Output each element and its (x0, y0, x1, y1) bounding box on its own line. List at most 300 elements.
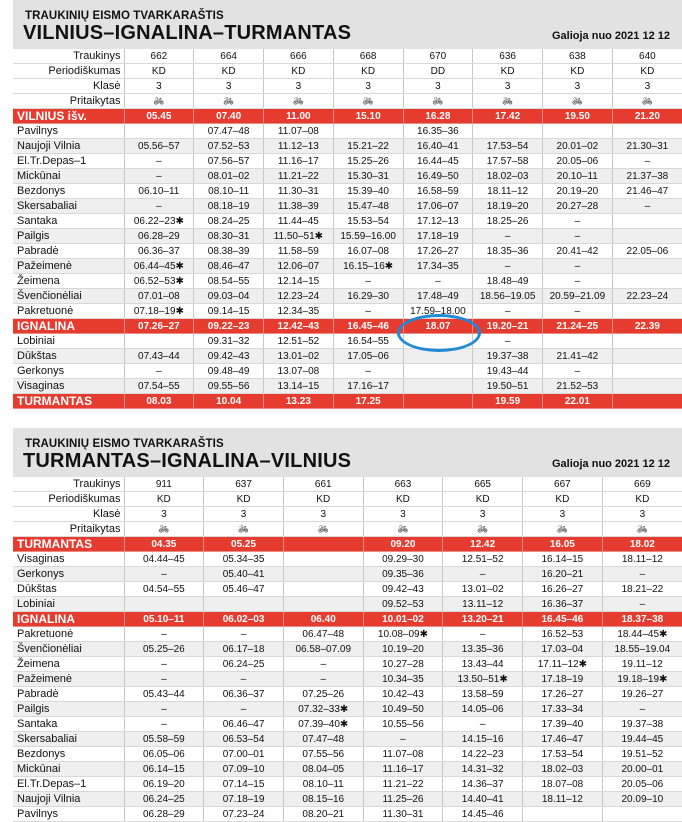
class: 3 (363, 507, 443, 522)
station-name: Naujoji Vilnia (13, 139, 124, 154)
station-name: El.Tr.Depas–1 (13, 777, 124, 792)
train-number: 662 (124, 49, 194, 64)
time-cell (283, 567, 363, 582)
station-name: Žeimena (13, 274, 124, 289)
time-cell: 06.28–29 (124, 807, 204, 822)
time-cell: 16.26–27 (523, 582, 603, 597)
time-cell: 05.46–47 (204, 582, 284, 597)
time-cell (403, 394, 473, 409)
row-label: Pritaikytas (13, 522, 124, 537)
time-cell: 18.44–45✱ (602, 627, 682, 642)
time-cell: 15.39–40 (333, 184, 403, 199)
time-cell: 06.47–48 (283, 627, 363, 642)
time-cell: 08.54–55 (194, 274, 264, 289)
time-cell (283, 552, 363, 567)
time-cell: 17.26–27 (403, 244, 473, 259)
time-cell: 17.34–35 (403, 259, 473, 274)
adapted-cell (543, 94, 613, 109)
time-cell (333, 124, 403, 139)
time-cell: 09.29–30 (363, 552, 443, 567)
station-name: TURMANTAS (13, 394, 124, 409)
time-cell: 07.56–57 (194, 154, 264, 169)
time-cell: 16.35–36 (403, 124, 473, 139)
time-cell: 06.05–06 (124, 747, 204, 762)
time-cell: – (124, 199, 194, 214)
highlight-circle (397, 314, 481, 352)
time-cell (543, 124, 613, 139)
station-name: Visaginas (13, 379, 124, 394)
train-number: 668 (333, 49, 403, 64)
station-name: Pakretuonė (13, 304, 124, 319)
train-number: 661 (283, 477, 363, 492)
train-number: 636 (473, 49, 543, 64)
class: 3 (124, 507, 204, 522)
time-cell: 18.56–19.05 (473, 289, 543, 304)
time-cell: – (602, 597, 682, 612)
time-cell: 18.21–22 (602, 582, 682, 597)
time-cell: 10.34–35 (363, 672, 443, 687)
class: 3 (333, 79, 403, 94)
time-cell (403, 364, 473, 379)
time-cell: 14.22–23 (443, 747, 523, 762)
time-cell: 21.24–25 (543, 319, 613, 334)
station-row (13, 169, 682, 184)
schedule-header (13, 0, 682, 49)
time-cell: 18.11–12 (602, 552, 682, 567)
bicycle-icon: 🚲︎ (641, 95, 653, 106)
time-cell: 15.25–26 (333, 154, 403, 169)
time-cell: 06.40 (283, 612, 363, 627)
header-row-adapted (13, 522, 682, 537)
time-cell: 17.33–34 (523, 702, 603, 717)
time-cell: 07.00–01 (204, 747, 284, 762)
time-cell: 17.11–12✱ (523, 657, 603, 672)
time-cell: 17.57–58 (473, 154, 543, 169)
bicycle-icon: 🚲︎ (362, 95, 374, 106)
schedule-header (13, 428, 682, 477)
time-cell: – (543, 259, 613, 274)
time-cell: 13.07–08 (264, 364, 334, 379)
bicycle-icon: 🚲︎ (238, 523, 249, 534)
time-cell: 09.35–36 (363, 567, 443, 582)
time-cell: 18.19–20 (473, 199, 543, 214)
timetable (13, 477, 682, 822)
time-cell: 19.59 (473, 394, 543, 409)
time-cell: 05.40–41 (204, 567, 284, 582)
time-cell: 11.07–08 (264, 124, 334, 139)
time-cell: 14.40–41 (443, 792, 523, 807)
adapted-cell (523, 522, 603, 537)
time-cell: – (543, 364, 613, 379)
time-cell: 22.01 (543, 394, 613, 409)
time-cell: – (333, 304, 403, 319)
time-cell: 07.23–24 (204, 807, 284, 822)
station-row (13, 274, 682, 289)
bicycle-icon: 🚲︎ (477, 523, 489, 534)
adapted-cell (403, 94, 473, 109)
station-row (13, 732, 682, 747)
time-cell: 05.25–26 (124, 642, 204, 657)
class: 3 (602, 507, 682, 522)
time-cell: 05.34–35 (204, 552, 284, 567)
time-cell: 16.29–30 (333, 289, 403, 304)
time-cell (612, 394, 682, 409)
time-cell: 16.45–46 (333, 319, 403, 334)
time-cell: 21.37–38 (612, 169, 682, 184)
time-cell: 19.50 (543, 109, 613, 124)
time-cell: 11.21–22 (363, 777, 443, 792)
time-cell: 10.01–02 (363, 612, 443, 627)
time-cell: 13.11–12 (443, 597, 523, 612)
time-cell: 08.24–25 (194, 214, 264, 229)
time-cell: 06.36–37 (124, 244, 194, 259)
station-name: TURMANTAS (13, 537, 124, 552)
station-row (13, 807, 682, 822)
time-cell: 07.32–33✱ (283, 702, 363, 717)
time-cell: 19.11–12 (602, 657, 682, 672)
time-cell (612, 364, 682, 379)
time-cell: 16.28 (403, 109, 473, 124)
station-name: Pažeimenė (13, 672, 124, 687)
time-cell: – (473, 334, 543, 349)
time-cell: 13.01–02 (264, 349, 334, 364)
station-row (13, 139, 682, 154)
bicycle-icon: 🚲︎ (432, 95, 444, 106)
time-cell (612, 379, 682, 394)
time-cell: 13.23 (264, 394, 334, 409)
time-cell: 11.21–22 (264, 169, 334, 184)
time-cell: 20.41–42 (543, 244, 613, 259)
time-cell: 05.45 (124, 109, 194, 124)
time-cell: 19.44–45 (602, 732, 682, 747)
row-label: Traukinys (13, 477, 124, 492)
time-cell: 09.14–15 (194, 304, 264, 319)
time-cell: 12.42 (443, 537, 523, 552)
time-cell: 13.58–59 (443, 687, 523, 702)
time-cell (612, 334, 682, 349)
station-row (13, 289, 682, 304)
time-cell: 20.19–20 (543, 184, 613, 199)
time-cell (283, 537, 363, 552)
time-cell: 07.47–48 (283, 732, 363, 747)
time-cell (612, 124, 682, 139)
time-cell: 06.44–45✱ (124, 259, 194, 274)
time-cell: 08.18–19 (194, 199, 264, 214)
time-cell: 11.30–31 (264, 184, 334, 199)
train-number: 669 (602, 477, 682, 492)
periodicity: KD (473, 64, 543, 79)
time-cell: – (602, 567, 682, 582)
header-row-period (13, 492, 682, 507)
time-cell (473, 124, 543, 139)
station-row (13, 304, 682, 319)
time-cell: 05.58–59 (124, 732, 204, 747)
time-cell: 11.25–26 (363, 792, 443, 807)
time-cell: 16.15–16✱ (333, 259, 403, 274)
time-cell: – (124, 672, 204, 687)
periodicity: KD (124, 492, 204, 507)
time-cell: 09.42–43 (194, 349, 264, 364)
time-cell: 18.07–08 (523, 777, 603, 792)
time-cell: – (363, 732, 443, 747)
schedule-title: TURMANTAS–IGNALINA–VILNIUS (23, 450, 352, 472)
time-cell: 10.55–56 (363, 717, 443, 732)
time-cell (612, 349, 682, 364)
schedule-label: TRAUKINIŲ EISMO TVARKARAŠTIS (25, 10, 224, 22)
time-cell: 13.01–02 (443, 582, 523, 597)
bicycle-icon: 🚲︎ (502, 95, 514, 106)
station-name: Santaka (13, 717, 124, 732)
train-number: 637 (204, 477, 284, 492)
time-cell: 17.48–49 (403, 289, 473, 304)
time-cell: 14.45–46 (443, 807, 523, 822)
time-cell: 07.54–55 (124, 379, 194, 394)
time-cell: 12.14–15 (264, 274, 334, 289)
time-cell: – (124, 567, 204, 582)
time-cell: – (443, 567, 523, 582)
time-cell: 08.30–31 (194, 229, 264, 244)
time-cell: 14.36–37 (443, 777, 523, 792)
time-cell: 08.20–21 (283, 807, 363, 822)
time-cell: 10.42–43 (363, 687, 443, 702)
time-cell: – (124, 169, 194, 184)
station-name: Naujoji Vilnia (13, 792, 124, 807)
station-name: Bezdonys (13, 184, 124, 199)
time-cell: 06.14–15 (124, 762, 204, 777)
station-row (13, 184, 682, 199)
station-row (13, 379, 682, 394)
bicycle-icon: 🚲︎ (556, 523, 568, 534)
time-cell: 10.49–50 (363, 702, 443, 717)
adapted-cell (612, 94, 682, 109)
time-cell: 19.37–38 (602, 717, 682, 732)
train-number: 663 (363, 477, 443, 492)
main-station-row (13, 394, 682, 409)
time-cell: 21.52–53 (543, 379, 613, 394)
time-cell: 16.05 (523, 537, 603, 552)
time-cell: 17.12–13 (403, 214, 473, 229)
time-cell: 10.19–20 (363, 642, 443, 657)
adapted-cell (124, 522, 204, 537)
periodicity: KD (264, 64, 334, 79)
schedule-turmantas-ignalina-vilnius (13, 428, 682, 822)
train-number: 670 (403, 49, 473, 64)
time-cell (602, 807, 682, 822)
time-cell (124, 124, 194, 139)
time-cell: 11.50–51✱ (264, 229, 334, 244)
time-cell: 16.14–15 (523, 552, 603, 567)
time-cell: 06.17–18 (204, 642, 284, 657)
time-cell: 16.40–41 (403, 139, 473, 154)
time-cell: 16.45–46 (523, 612, 603, 627)
time-cell: 08.04–05 (283, 762, 363, 777)
time-cell: 18.02–03 (523, 762, 603, 777)
station-row (13, 567, 682, 582)
time-cell: 06.24–25 (204, 657, 284, 672)
station-row (13, 364, 682, 379)
time-cell: – (204, 702, 284, 717)
time-cell: 14.05–06 (443, 702, 523, 717)
time-cell: 11.16–17 (363, 762, 443, 777)
adapted-cell (443, 522, 523, 537)
class: 3 (283, 507, 363, 522)
time-cell (124, 334, 194, 349)
time-cell: 19.51–52 (602, 747, 682, 762)
time-cell: 13.20–21 (443, 612, 523, 627)
time-cell: 07.26–27 (124, 319, 194, 334)
time-cell: 07.55–56 (283, 747, 363, 762)
time-cell: 18.48–49 (473, 274, 543, 289)
time-cell: 15.21–22 (333, 139, 403, 154)
time-cell: 13.43–44 (443, 657, 523, 672)
main-station-row (13, 612, 682, 627)
bicycle-icon: 🚲︎ (158, 523, 170, 534)
station-name: Žeimena (13, 657, 124, 672)
time-cell: 11.58–59 (264, 244, 334, 259)
time-cell: 12.34–35 (264, 304, 334, 319)
station-name: Pailgis (13, 702, 124, 717)
time-cell: 06.46–47 (204, 717, 284, 732)
header-row-class (13, 507, 682, 522)
station-row (13, 702, 682, 717)
time-cell: 13.14–15 (264, 379, 334, 394)
periodicity: KD (443, 492, 523, 507)
time-cell: 07.52–53 (194, 139, 264, 154)
time-cell: – (333, 364, 403, 379)
train-number: 665 (443, 477, 523, 492)
time-cell: 19.50–51 (473, 379, 543, 394)
time-cell: 09.52–53 (363, 597, 443, 612)
time-cell: 08.10–11 (283, 777, 363, 792)
time-cell: – (124, 717, 204, 732)
station-name: IGNALINA (13, 319, 124, 334)
station-name: Dūkštas (13, 582, 124, 597)
time-cell: – (543, 274, 613, 289)
time-cell: 09.03–04 (194, 289, 264, 304)
time-cell: 19.18–19✱ (602, 672, 682, 687)
adapted-cell (363, 522, 443, 537)
periodicity: KD (194, 64, 264, 79)
class: 3 (443, 507, 523, 522)
station-name: Santaka (13, 214, 124, 229)
time-cell: 15.47–48 (333, 199, 403, 214)
time-cell: 11.30–31 (363, 807, 443, 822)
time-cell: 20.05–06 (602, 777, 682, 792)
time-cell: 04.44–45 (124, 552, 204, 567)
station-row (13, 792, 682, 807)
time-cell: 15.59–16.00 (333, 229, 403, 244)
time-cell: 17.16–17 (333, 379, 403, 394)
time-cell: 06.02–03 (204, 612, 284, 627)
schedule-label: TRAUKINIŲ EISMO TVARKARAŠTIS (25, 438, 224, 450)
time-cell: 08.46–47 (194, 259, 264, 274)
periodicity: KD (363, 492, 443, 507)
time-cell: 22.05–06 (612, 244, 682, 259)
time-cell (523, 807, 603, 822)
time-cell: 11.38–39 (264, 199, 334, 214)
station-name: Skersabaliai (13, 199, 124, 214)
station-name: Pavilnys (13, 807, 124, 822)
train-number: 664 (194, 49, 264, 64)
station-row (13, 672, 682, 687)
time-cell: 17.03–04 (523, 642, 603, 657)
time-cell: 12.51–52 (443, 552, 523, 567)
train-number: 667 (523, 477, 603, 492)
station-row (13, 124, 682, 139)
time-cell: 16.07–08 (333, 244, 403, 259)
time-cell: 15.10 (333, 109, 403, 124)
time-cell: 12.23–24 (264, 289, 334, 304)
time-cell: – (602, 702, 682, 717)
time-cell: 11.44–45 (264, 214, 334, 229)
time-cell: – (443, 627, 523, 642)
station-name: Gerkonys (13, 364, 124, 379)
station-name: Lobiniai (13, 597, 124, 612)
time-cell: 20.01–02 (543, 139, 613, 154)
time-cell: 22.39 (612, 319, 682, 334)
time-cell: – (443, 717, 523, 732)
time-cell: – (333, 274, 403, 289)
time-cell: 05.43–44 (124, 687, 204, 702)
time-cell: 07.25–26 (283, 687, 363, 702)
bicycle-icon: 🚲︎ (636, 523, 648, 534)
time-cell: 17.26–27 (523, 687, 603, 702)
header-row-period (13, 64, 682, 79)
time-cell: 07.14–15 (204, 777, 284, 792)
header-row-train (13, 477, 682, 492)
train-number: 638 (543, 49, 613, 64)
station-row (13, 229, 682, 244)
row-label: Periodiškumas (13, 64, 124, 79)
station-name: Pakretuonė (13, 627, 124, 642)
time-cell: 14.31–32 (443, 762, 523, 777)
timetable (13, 49, 682, 409)
time-cell: 09.42–43 (363, 582, 443, 597)
bicycle-icon: 🚲︎ (397, 523, 409, 534)
station-row (13, 627, 682, 642)
adapted-cell (602, 522, 682, 537)
time-cell: 18.25–26 (473, 214, 543, 229)
time-cell: – (204, 672, 284, 687)
time-cell: 21.20 (612, 109, 682, 124)
time-cell: 15.30–31 (333, 169, 403, 184)
time-cell: – (124, 627, 204, 642)
station-name: Švenčionėliai (13, 289, 124, 304)
time-cell: 19.37–38 (473, 349, 543, 364)
time-cell: 17.18–19 (523, 672, 603, 687)
row-label: Pritaikytas (13, 94, 124, 109)
time-cell: 16.49–50 (403, 169, 473, 184)
time-cell: 06.53–54 (204, 732, 284, 747)
time-cell: 17.25 (333, 394, 403, 409)
class: 3 (124, 79, 194, 94)
time-cell: 18.37–38 (602, 612, 682, 627)
time-cell: 06.22–23✱ (124, 214, 194, 229)
time-cell: 19.43–44 (473, 364, 543, 379)
time-cell: 15.53–54 (333, 214, 403, 229)
station-name: Pažeimenė (13, 259, 124, 274)
periodicity: KD (333, 64, 403, 79)
station-row (13, 154, 682, 169)
schedule-title: VILNIUS–IGNALINA–TURMANTAS (23, 22, 352, 44)
time-cell: – (473, 259, 543, 274)
time-cell: 13.35–36 (443, 642, 523, 657)
station-name: El.Tr.Depas–1 (13, 154, 124, 169)
adapted-cell (204, 522, 284, 537)
time-cell: 19.20–21 (473, 319, 543, 334)
time-cell: 09.22–23 (194, 319, 264, 334)
time-cell: 16.58–59 (403, 184, 473, 199)
